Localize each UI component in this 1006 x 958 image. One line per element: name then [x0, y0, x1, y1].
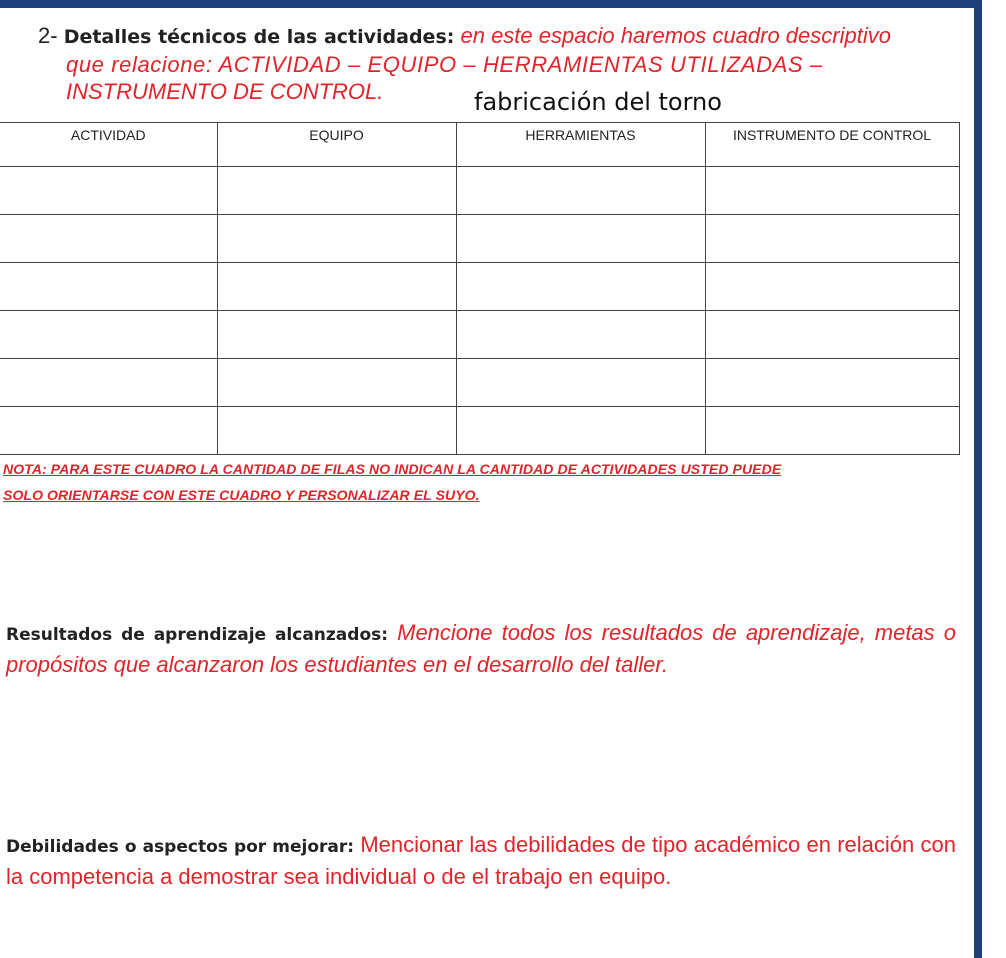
- section-label: Detalles técnicos de las actividades:: [63, 26, 455, 48]
- weaknesses-label: Debilidades o aspectos por mejorar:: [6, 837, 355, 857]
- handwritten-note: fabricación del torno: [474, 88, 722, 116]
- table-cell[interactable]: [217, 359, 456, 407]
- table-cell[interactable]: [0, 167, 217, 215]
- table-cell[interactable]: [705, 215, 959, 263]
- table-cell[interactable]: [705, 359, 959, 407]
- table-cell[interactable]: [0, 263, 217, 311]
- header-actividad: ACTIVIDAD: [0, 123, 217, 167]
- section-desc-line3: INSTRUMENTO DE CONTROL.: [66, 79, 384, 104]
- table-row: [0, 215, 959, 263]
- section-number: 2-: [38, 23, 58, 48]
- table-cell[interactable]: [456, 167, 705, 215]
- table-row: [0, 311, 959, 359]
- section-desc-line2: que relacione: ACTIVIDAD – EQUIPO – HERRAMIENTAS UTILIZADAS –: [66, 52, 823, 77]
- section-weaknesses: [6, 830, 956, 892]
- table-cell[interactable]: [217, 311, 456, 359]
- table-row: [0, 167, 959, 215]
- table-cell[interactable]: [0, 407, 217, 455]
- weaknesses-text: Mencionar las debilidades de tipo académico en relación con la competencia a demostrar sea individual o de el trabajo en equipo.: [6, 832, 956, 889]
- table-row: [0, 407, 959, 455]
- table-cell[interactable]: [0, 215, 217, 263]
- table-cell[interactable]: [705, 407, 959, 455]
- table-cell[interactable]: [0, 311, 217, 359]
- table-cell[interactable]: [456, 359, 705, 407]
- section-desc-line1: en este espacio haremos cuadro descriptivo: [460, 23, 891, 48]
- table-cell[interactable]: [217, 215, 456, 263]
- table-note: [3, 456, 958, 508]
- table-cell[interactable]: [456, 311, 705, 359]
- header-instrumento: INSTRUMENTO DE CONTROL: [705, 123, 959, 167]
- table-cell[interactable]: [456, 407, 705, 455]
- table-cell[interactable]: [456, 215, 705, 263]
- section-learning-results: [6, 618, 956, 680]
- table-cell[interactable]: [705, 263, 959, 311]
- table-note-line2: SOLO ORIENTARSE CON ESTE CUADRO Y PERSONALIZAR EL SUYO.: [3, 487, 480, 503]
- table-header-row: [0, 123, 959, 167]
- table-cell[interactable]: [0, 359, 217, 407]
- table-cell[interactable]: [217, 263, 456, 311]
- results-text: Mencione todos los resultados de aprendizaje, metas o propósitos que alcanzaron los estudiantes en el desarrollo del taller.: [6, 620, 956, 677]
- table-cell[interactable]: [705, 167, 959, 215]
- header-herramientas: HERRAMIENTAS: [456, 123, 705, 167]
- table-row: [0, 359, 959, 407]
- table-cell[interactable]: [705, 311, 959, 359]
- table-cell[interactable]: [217, 407, 456, 455]
- activities-table: [0, 122, 960, 455]
- header-equipo: EQUIPO: [217, 123, 456, 167]
- table-cell[interactable]: [456, 263, 705, 311]
- table-note-line1: NOTA: PARA ESTE CUADRO LA CANTIDAD DE FILAS NO INDICAN LA CANTIDAD DE ACTIVIDADES USTED PUEDE: [3, 461, 782, 477]
- table-cell[interactable]: [217, 167, 456, 215]
- page-border-right: [974, 0, 982, 958]
- right-margin: [982, 0, 1006, 958]
- results-label: Resultados de aprendizaje alcanzados:: [6, 625, 389, 645]
- table-row: [0, 263, 959, 311]
- page-border-top: [0, 0, 982, 8]
